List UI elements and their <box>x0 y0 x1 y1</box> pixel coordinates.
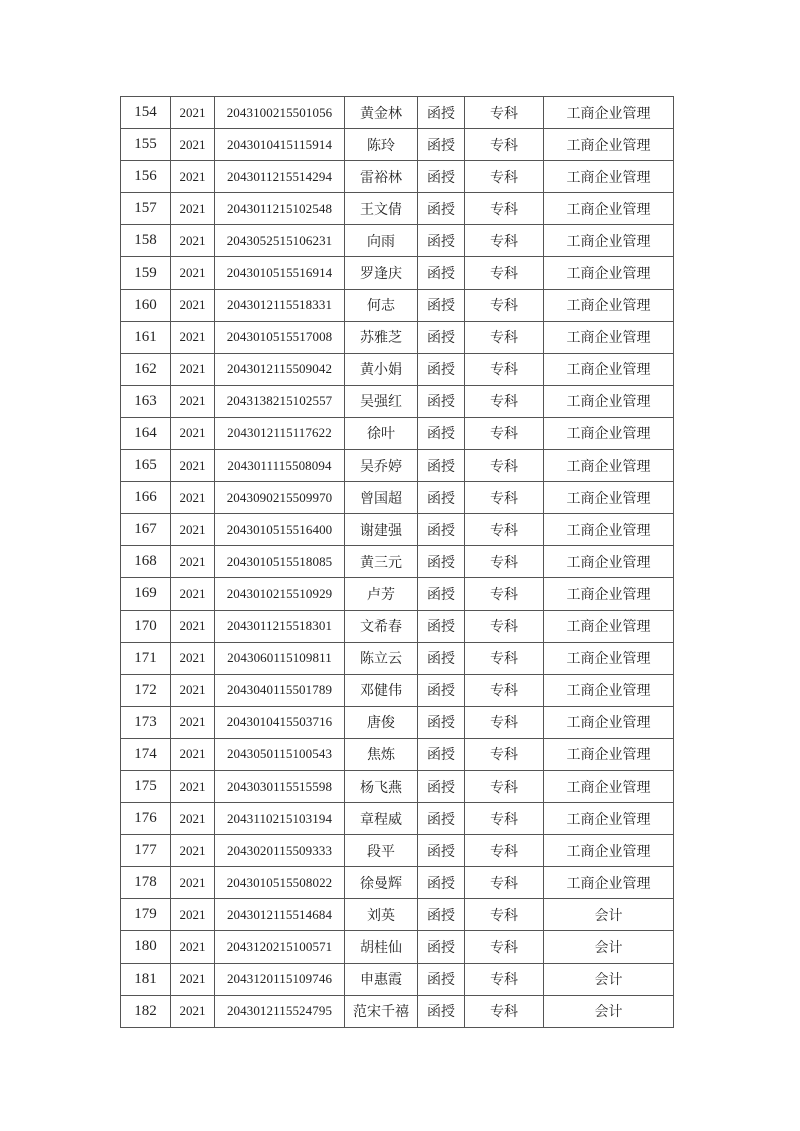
cell-student-id: 2043060115109811 <box>215 642 345 674</box>
cell-study-mode: 函授 <box>418 706 465 738</box>
table-row <box>121 674 674 706</box>
cell-study-mode: 函授 <box>418 225 465 257</box>
cell-enrollment-year: 2021 <box>171 706 215 738</box>
table-row <box>121 514 674 546</box>
cell-serial-number: 165 <box>121 450 171 482</box>
cell-student-id: 2043010515518085 <box>215 546 345 578</box>
cell-major: 工商企业管理 <box>544 417 674 449</box>
cell-student-id: 2043012115117622 <box>215 417 345 449</box>
cell-student-name: 胡桂仙 <box>345 931 418 963</box>
cell-serial-number: 171 <box>121 642 171 674</box>
cell-serial-number: 154 <box>121 97 171 129</box>
cell-study-mode: 函授 <box>418 738 465 770</box>
cell-enrollment-year: 2021 <box>171 129 215 161</box>
table-row <box>121 706 674 738</box>
table-row <box>121 899 674 931</box>
cell-major: 工商企业管理 <box>544 450 674 482</box>
cell-student-name: 卢芳 <box>345 578 418 610</box>
cell-study-mode: 函授 <box>418 385 465 417</box>
table-row <box>121 193 674 225</box>
cell-education-level: 专科 <box>465 610 544 642</box>
cell-study-mode: 函授 <box>418 97 465 129</box>
cell-student-id: 2043050115100543 <box>215 738 345 770</box>
table-row <box>121 578 674 610</box>
cell-major: 工商企业管理 <box>544 193 674 225</box>
cell-education-level: 专科 <box>465 450 544 482</box>
cell-student-name: 段平 <box>345 835 418 867</box>
cell-student-id: 2043090215509970 <box>215 482 345 514</box>
cell-student-name: 王文倩 <box>345 193 418 225</box>
cell-student-id: 2043010515516400 <box>215 514 345 546</box>
table-row <box>121 450 674 482</box>
cell-enrollment-year: 2021 <box>171 450 215 482</box>
cell-student-id: 2043100215501056 <box>215 97 345 129</box>
cell-serial-number: 174 <box>121 738 171 770</box>
cell-enrollment-year: 2021 <box>171 289 215 321</box>
table-row <box>121 289 674 321</box>
cell-student-name: 杨飞燕 <box>345 770 418 802</box>
cell-study-mode: 函授 <box>418 963 465 995</box>
cell-education-level: 专科 <box>465 899 544 931</box>
cell-enrollment-year: 2021 <box>171 803 215 835</box>
cell-study-mode: 函授 <box>418 482 465 514</box>
roster-body <box>121 97 674 1028</box>
cell-education-level: 专科 <box>465 963 544 995</box>
cell-student-name: 谢建强 <box>345 514 418 546</box>
cell-education-level: 专科 <box>465 770 544 802</box>
cell-study-mode: 函授 <box>418 514 465 546</box>
cell-major: 会计 <box>544 963 674 995</box>
cell-major: 工商企业管理 <box>544 803 674 835</box>
cell-serial-number: 177 <box>121 835 171 867</box>
cell-student-name: 苏雅芝 <box>345 321 418 353</box>
cell-serial-number: 157 <box>121 193 171 225</box>
cell-major: 工商企业管理 <box>544 225 674 257</box>
table-row <box>121 835 674 867</box>
table-row <box>121 97 674 129</box>
table-row <box>121 257 674 289</box>
cell-education-level: 专科 <box>465 289 544 321</box>
cell-serial-number: 161 <box>121 321 171 353</box>
cell-enrollment-year: 2021 <box>171 321 215 353</box>
cell-enrollment-year: 2021 <box>171 931 215 963</box>
table-row <box>121 546 674 578</box>
cell-serial-number: 166 <box>121 482 171 514</box>
cell-major: 工商企业管理 <box>544 546 674 578</box>
cell-enrollment-year: 2021 <box>171 770 215 802</box>
table-row <box>121 803 674 835</box>
cell-study-mode: 函授 <box>418 578 465 610</box>
cell-study-mode: 函授 <box>418 289 465 321</box>
cell-education-level: 专科 <box>465 642 544 674</box>
cell-student-id: 2043011215514294 <box>215 161 345 193</box>
cell-serial-number: 156 <box>121 161 171 193</box>
table-row <box>121 417 674 449</box>
cell-major: 工商企业管理 <box>544 97 674 129</box>
cell-student-id: 2043010415115914 <box>215 129 345 161</box>
cell-student-id: 2043052515106231 <box>215 225 345 257</box>
cell-enrollment-year: 2021 <box>171 899 215 931</box>
cell-enrollment-year: 2021 <box>171 642 215 674</box>
cell-study-mode: 函授 <box>418 353 465 385</box>
cell-serial-number: 167 <box>121 514 171 546</box>
cell-enrollment-year: 2021 <box>171 514 215 546</box>
cell-education-level: 专科 <box>465 225 544 257</box>
cell-student-id: 2043010515508022 <box>215 867 345 899</box>
cell-serial-number: 163 <box>121 385 171 417</box>
cell-education-level: 专科 <box>465 353 544 385</box>
cell-student-id: 2043120215100571 <box>215 931 345 963</box>
table-row <box>121 353 674 385</box>
cell-student-name: 文希春 <box>345 610 418 642</box>
cell-student-id: 2043012115514684 <box>215 899 345 931</box>
cell-enrollment-year: 2021 <box>171 995 215 1027</box>
cell-study-mode: 函授 <box>418 899 465 931</box>
cell-major: 工商企业管理 <box>544 161 674 193</box>
cell-student-id: 2043012115524795 <box>215 995 345 1027</box>
cell-student-name: 刘英 <box>345 899 418 931</box>
cell-study-mode: 函授 <box>418 867 465 899</box>
cell-student-name: 向雨 <box>345 225 418 257</box>
cell-education-level: 专科 <box>465 482 544 514</box>
cell-serial-number: 168 <box>121 546 171 578</box>
cell-student-id: 2043030115515598 <box>215 770 345 802</box>
cell-enrollment-year: 2021 <box>171 193 215 225</box>
cell-study-mode: 函授 <box>418 931 465 963</box>
table-row <box>121 482 674 514</box>
student-roster-table <box>120 96 674 1028</box>
cell-student-id: 2043110215103194 <box>215 803 345 835</box>
cell-student-name: 吴乔婷 <box>345 450 418 482</box>
cell-major: 工商企业管理 <box>544 353 674 385</box>
cell-education-level: 专科 <box>465 129 544 161</box>
cell-student-id: 2043010515516914 <box>215 257 345 289</box>
cell-education-level: 专科 <box>465 867 544 899</box>
cell-major: 会计 <box>544 899 674 931</box>
cell-student-id: 2043011115508094 <box>215 450 345 482</box>
cell-enrollment-year: 2021 <box>171 161 215 193</box>
cell-enrollment-year: 2021 <box>171 738 215 770</box>
cell-study-mode: 函授 <box>418 803 465 835</box>
cell-student-name: 吴强红 <box>345 385 418 417</box>
cell-enrollment-year: 2021 <box>171 610 215 642</box>
cell-major: 工商企业管理 <box>544 867 674 899</box>
cell-student-name: 章程威 <box>345 803 418 835</box>
cell-major: 工商企业管理 <box>544 514 674 546</box>
cell-student-id: 2043010215510929 <box>215 578 345 610</box>
cell-student-id: 2043010415503716 <box>215 706 345 738</box>
cell-student-name: 陈玲 <box>345 129 418 161</box>
cell-major: 工商企业管理 <box>544 321 674 353</box>
cell-student-name: 邓健伟 <box>345 674 418 706</box>
cell-student-id: 2043040115501789 <box>215 674 345 706</box>
cell-major: 工商企业管理 <box>544 129 674 161</box>
cell-major: 工商企业管理 <box>544 706 674 738</box>
cell-major: 会计 <box>544 931 674 963</box>
cell-student-id: 2043020115509333 <box>215 835 345 867</box>
cell-student-name: 范宋千禧 <box>345 995 418 1027</box>
cell-major: 工商企业管理 <box>544 578 674 610</box>
cell-serial-number: 179 <box>121 899 171 931</box>
cell-major: 工商企业管理 <box>544 642 674 674</box>
cell-major: 工商企业管理 <box>544 257 674 289</box>
cell-education-level: 专科 <box>465 257 544 289</box>
cell-serial-number: 170 <box>121 610 171 642</box>
cell-student-name: 徐曼辉 <box>345 867 418 899</box>
cell-student-name: 罗逢庆 <box>345 257 418 289</box>
cell-student-name: 黄金林 <box>345 97 418 129</box>
cell-study-mode: 函授 <box>418 674 465 706</box>
table-row <box>121 642 674 674</box>
cell-student-name: 申惠霞 <box>345 963 418 995</box>
cell-student-id: 2043012115518331 <box>215 289 345 321</box>
table-row <box>121 738 674 770</box>
cell-education-level: 专科 <box>465 321 544 353</box>
cell-enrollment-year: 2021 <box>171 417 215 449</box>
cell-student-id: 2043138215102557 <box>215 385 345 417</box>
cell-serial-number: 162 <box>121 353 171 385</box>
cell-education-level: 专科 <box>465 514 544 546</box>
cell-study-mode: 函授 <box>418 610 465 642</box>
cell-serial-number: 173 <box>121 706 171 738</box>
cell-education-level: 专科 <box>465 161 544 193</box>
cell-student-name: 曾国超 <box>345 482 418 514</box>
cell-enrollment-year: 2021 <box>171 835 215 867</box>
cell-student-name: 雷裕林 <box>345 161 418 193</box>
cell-student-name: 黄小娟 <box>345 353 418 385</box>
cell-education-level: 专科 <box>465 578 544 610</box>
cell-education-level: 专科 <box>465 835 544 867</box>
cell-student-id: 2043120115109746 <box>215 963 345 995</box>
cell-education-level: 专科 <box>465 995 544 1027</box>
cell-serial-number: 182 <box>121 995 171 1027</box>
table-row <box>121 321 674 353</box>
cell-education-level: 专科 <box>465 706 544 738</box>
cell-study-mode: 函授 <box>418 257 465 289</box>
cell-major: 会计 <box>544 995 674 1027</box>
cell-major: 工商企业管理 <box>544 835 674 867</box>
cell-education-level: 专科 <box>465 193 544 225</box>
table-row <box>121 610 674 642</box>
cell-major: 工商企业管理 <box>544 610 674 642</box>
cell-education-level: 专科 <box>465 738 544 770</box>
cell-major: 工商企业管理 <box>544 738 674 770</box>
table-row <box>121 963 674 995</box>
cell-serial-number: 180 <box>121 931 171 963</box>
cell-study-mode: 函授 <box>418 450 465 482</box>
cell-study-mode: 函授 <box>418 546 465 578</box>
cell-study-mode: 函授 <box>418 417 465 449</box>
cell-serial-number: 176 <box>121 803 171 835</box>
cell-enrollment-year: 2021 <box>171 385 215 417</box>
cell-study-mode: 函授 <box>418 642 465 674</box>
cell-serial-number: 181 <box>121 963 171 995</box>
cell-serial-number: 172 <box>121 674 171 706</box>
cell-serial-number: 164 <box>121 417 171 449</box>
table-row <box>121 161 674 193</box>
cell-serial-number: 178 <box>121 867 171 899</box>
table-row <box>121 225 674 257</box>
cell-student-name: 何志 <box>345 289 418 321</box>
cell-enrollment-year: 2021 <box>171 963 215 995</box>
table-row <box>121 770 674 802</box>
cell-enrollment-year: 2021 <box>171 867 215 899</box>
cell-student-name: 焦炼 <box>345 738 418 770</box>
cell-serial-number: 175 <box>121 770 171 802</box>
cell-major: 工商企业管理 <box>544 289 674 321</box>
cell-student-name: 唐俊 <box>345 706 418 738</box>
cell-study-mode: 函授 <box>418 835 465 867</box>
cell-study-mode: 函授 <box>418 321 465 353</box>
cell-enrollment-year: 2021 <box>171 97 215 129</box>
cell-study-mode: 函授 <box>418 770 465 802</box>
cell-education-level: 专科 <box>465 97 544 129</box>
table-row <box>121 995 674 1027</box>
table-row <box>121 129 674 161</box>
cell-education-level: 专科 <box>465 546 544 578</box>
cell-student-name: 徐叶 <box>345 417 418 449</box>
cell-enrollment-year: 2021 <box>171 225 215 257</box>
cell-serial-number: 155 <box>121 129 171 161</box>
cell-major: 工商企业管理 <box>544 482 674 514</box>
cell-enrollment-year: 2021 <box>171 482 215 514</box>
cell-study-mode: 函授 <box>418 161 465 193</box>
cell-major: 工商企业管理 <box>544 770 674 802</box>
cell-study-mode: 函授 <box>418 995 465 1027</box>
cell-enrollment-year: 2021 <box>171 546 215 578</box>
table-row <box>121 931 674 963</box>
cell-education-level: 专科 <box>465 385 544 417</box>
cell-major: 工商企业管理 <box>544 674 674 706</box>
table-row <box>121 867 674 899</box>
cell-student-id: 2043011215518301 <box>215 610 345 642</box>
cell-serial-number: 160 <box>121 289 171 321</box>
cell-enrollment-year: 2021 <box>171 353 215 385</box>
cell-student-name: 黄三元 <box>345 546 418 578</box>
cell-student-id: 2043010515517008 <box>215 321 345 353</box>
table-row <box>121 385 674 417</box>
cell-student-name: 陈立云 <box>345 642 418 674</box>
cell-study-mode: 函授 <box>418 129 465 161</box>
cell-student-id: 2043012115509042 <box>215 353 345 385</box>
cell-education-level: 专科 <box>465 931 544 963</box>
cell-education-level: 专科 <box>465 674 544 706</box>
cell-enrollment-year: 2021 <box>171 674 215 706</box>
cell-enrollment-year: 2021 <box>171 578 215 610</box>
cell-serial-number: 158 <box>121 225 171 257</box>
cell-student-id: 2043011215102548 <box>215 193 345 225</box>
cell-study-mode: 函授 <box>418 193 465 225</box>
cell-major: 工商企业管理 <box>544 385 674 417</box>
cell-enrollment-year: 2021 <box>171 257 215 289</box>
cell-serial-number: 169 <box>121 578 171 610</box>
cell-education-level: 专科 <box>465 803 544 835</box>
cell-education-level: 专科 <box>465 417 544 449</box>
cell-serial-number: 159 <box>121 257 171 289</box>
